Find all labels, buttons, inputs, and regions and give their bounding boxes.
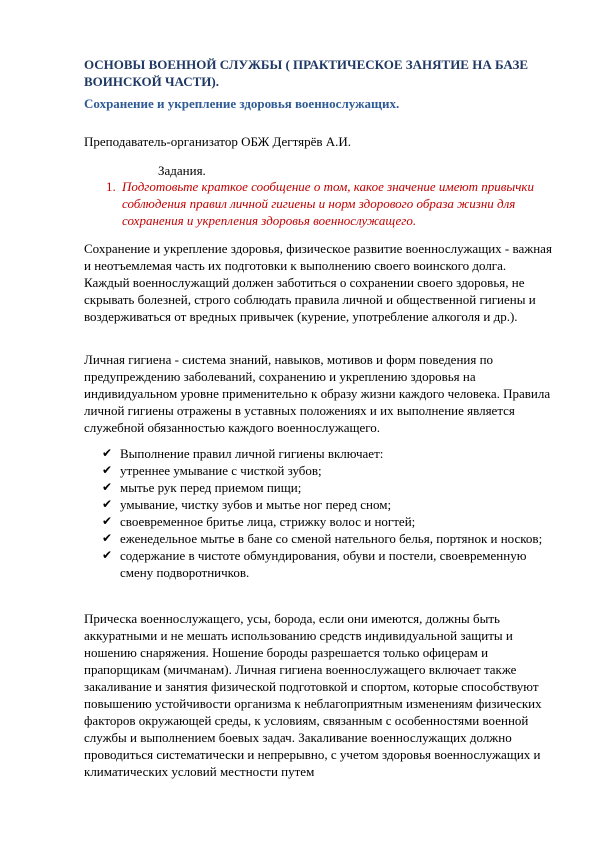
check-mark-icon: ✔ xyxy=(102,480,113,494)
check-mark-icon: ✔ xyxy=(102,497,113,511)
checklist-item xyxy=(100,513,556,530)
task-list xyxy=(106,178,556,229)
check-mark-icon: ✔ xyxy=(102,548,113,562)
task-text: Подготовьте краткое сообщение о том, какое значение имеют привычки соблюдения правил личной гигиены и норм здорового образа жизни для сохранения и укрепления здоровья военнослужащего. xyxy=(122,179,535,228)
checklist-item-text: содержание в чистоте обмундирования, обуви и постели, своевременную смену подворотничков. xyxy=(120,548,527,580)
checklist-item xyxy=(100,479,556,496)
check-mark-icon: ✔ xyxy=(102,514,113,528)
teacher-line: Преподаватель-организатор ОБЖ Дегтярёв А.И. xyxy=(84,134,352,149)
checklist-item-text: мытье рук перед приемом пищи; xyxy=(120,480,302,495)
task-item xyxy=(106,178,556,229)
checklist-item-text: еженедельное мытье в бане со сменой нательного белья, портянок и носков; xyxy=(120,531,543,546)
hygiene-checklist xyxy=(100,445,556,581)
document-title: ОСНОВЫ ВОЕННОЙ СЛУЖБЫ ( ПРАКТИЧЕСКОЕ ЗАНЯТИЕ НА БАЗЕ ВОИНСКОЙ ЧАСТИ). xyxy=(84,57,528,89)
checklist-item-text: умывание, чистку зубов и мытье ног перед сном; xyxy=(120,497,392,512)
checklist-item-text: Выполнение правил личной гигиены включает: xyxy=(120,446,384,461)
check-mark-icon: ✔ xyxy=(102,446,113,460)
checklist-item-text: своевременное бритье лица, стрижку волос и ногтей; xyxy=(120,514,416,529)
paragraph-grooming: Прическа военнослужащего, усы, борода, если они имеются, должны быть аккуратными и не мешать использованию средств индивидуальной защиты и ношению снаряжения. Ношение бороды разрешается только офицерам и прапорщикам (мичманам). Личная гигиена военнослужащего включает также закаливание и занятия физической подготовкой и спортом, которые способствуют повышению устойчивости организма к неблагоприятным изменениям физических факторов окружающей среды, к условиям, связанным с особенностями военной службы и выполнением боевых задач. Закаливание военнослужащих должно проводиться систематически и непрерывно, с учетом здоровья военнослужащих и климатических условий местности путем xyxy=(84,611,542,779)
checklist-item xyxy=(100,530,556,547)
paragraph-health: Сохранение и укрепление здоровья, физическое развитие военнослужащих - важная и неотъемлемая часть их подготовки к выполнению своего воинского долга. Каждый военнослужащий должен заботиться о сохранении своего здоровья, не скрывать болезней, строго соблюдать правила личной и общественной гигиены и воздерживаться от вредных привычек (курение, употребление алкоголя и др.). xyxy=(84,241,552,324)
document-subtitle: Сохранение и укрепление здоровья военнослужащих. xyxy=(84,96,400,111)
checklist-item xyxy=(100,462,556,479)
check-mark-icon: ✔ xyxy=(102,531,113,545)
checklist-item xyxy=(100,445,556,462)
checklist-item-text: утреннее умывание с чисткой зубов; xyxy=(120,463,322,478)
task-number: 1. xyxy=(106,179,116,194)
checklist-item xyxy=(100,547,556,581)
task-heading: Задания. xyxy=(158,163,206,178)
paragraph-hygiene: Личная гигиена - система знаний, навыков, мотивов и форм поведения по предупреждению заболеваний, сохранению и укреплению здоровья на индивидуальном уровне применительно к образу жизни каждого человека. Правила личной гигиены отражены в уставных положениях и их выполнение является служебной обязанностью каждого военнослужащего. xyxy=(84,352,551,435)
checklist-item xyxy=(100,496,556,513)
check-mark-icon: ✔ xyxy=(102,463,113,477)
